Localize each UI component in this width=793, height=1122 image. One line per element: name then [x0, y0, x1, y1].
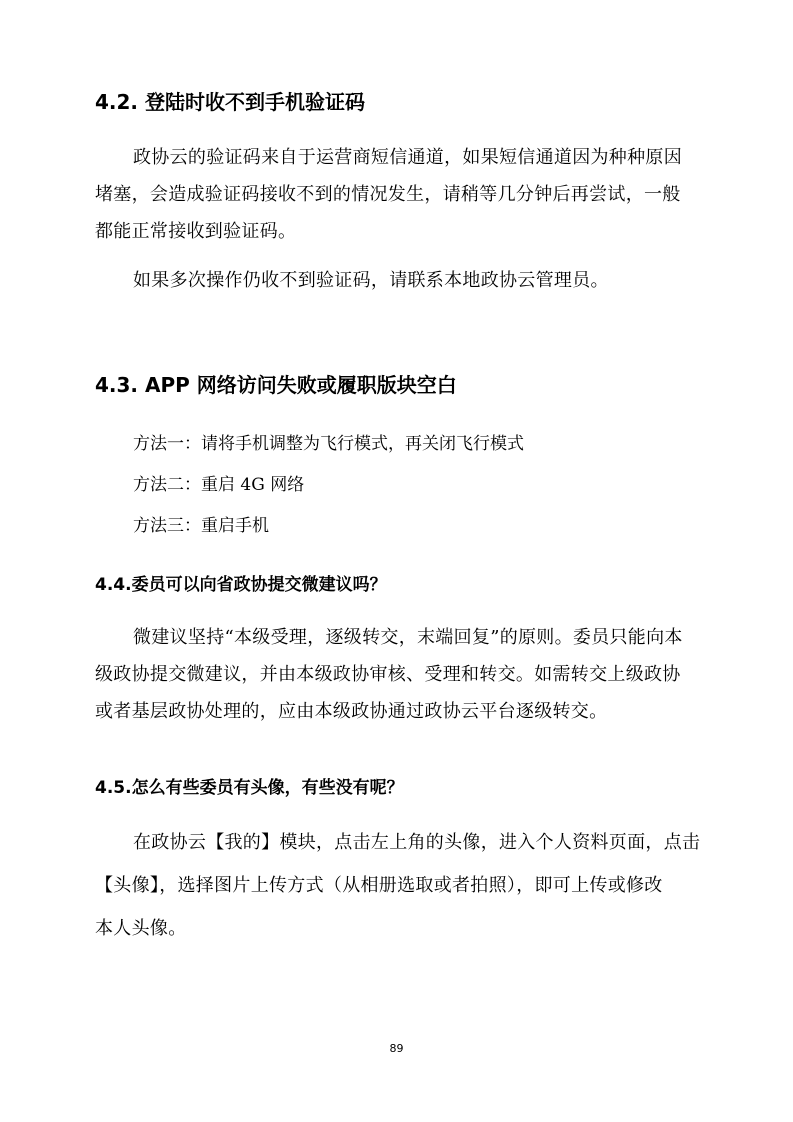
paragraph-line: 政协云的验证码来自于运营商短信通道，如果短信通道因为种种原因: [133, 147, 682, 168]
paragraph-line: 【头像】，选择图片上传方式（从相册选取或者拍照），即可上传或修改: [95, 875, 663, 896]
method-item: 方法三：重启手机: [133, 516, 269, 536]
paragraph-line: 或者基层政协处理的，应由本级政协通过政协云平台逐级转交。: [95, 701, 608, 722]
paragraph-line: 本人头像。: [95, 918, 187, 939]
paragraph: [95, 139, 705, 250]
paragraph: [95, 821, 705, 950]
paragraph-line: 堵塞，会造成验证码接收不到的情况发生，请稍等几分钟后再尝试，一般: [95, 184, 681, 205]
paragraph: [95, 619, 705, 730]
paragraph-line: 级政协提交微建议，并由本级政协审核、受理和转交。如需转交上级政协: [95, 664, 681, 685]
paragraph-line: 如果多次操作仍收不到验证码，请联系本地政协云管理员。: [133, 270, 609, 291]
section-heading-4-2: 4.2. 登陆时收不到手机验证码: [95, 90, 365, 114]
section-heading-4-5: 4.5.怎么有些委员有头像，有些没有呢？: [95, 778, 404, 798]
paragraph-line: 微建议坚持“本级受理，逐级转交，末端回复”的原则。委员只能向本: [133, 627, 683, 648]
paragraph-line: 都能正常接收到验证码。: [95, 221, 297, 242]
section-heading-4-4: 4.4.委员可以向省政协提交微建议吗？: [95, 575, 387, 595]
section-heading-4-3: 4.3. APP 网络访问失败或履职版块空白: [95, 373, 457, 397]
paragraph-line: 在政协云【我的】模块，点击左上角的头像，进入个人资料页面，点击: [133, 832, 701, 853]
page-number: 89: [389, 1042, 404, 1055]
paragraph: [95, 262, 705, 300]
method-item: 方法二：重启 4G 网络: [133, 475, 305, 495]
method-item: 方法一：请将手机调整为飞行模式，再关闭飞行模式: [133, 434, 524, 454]
